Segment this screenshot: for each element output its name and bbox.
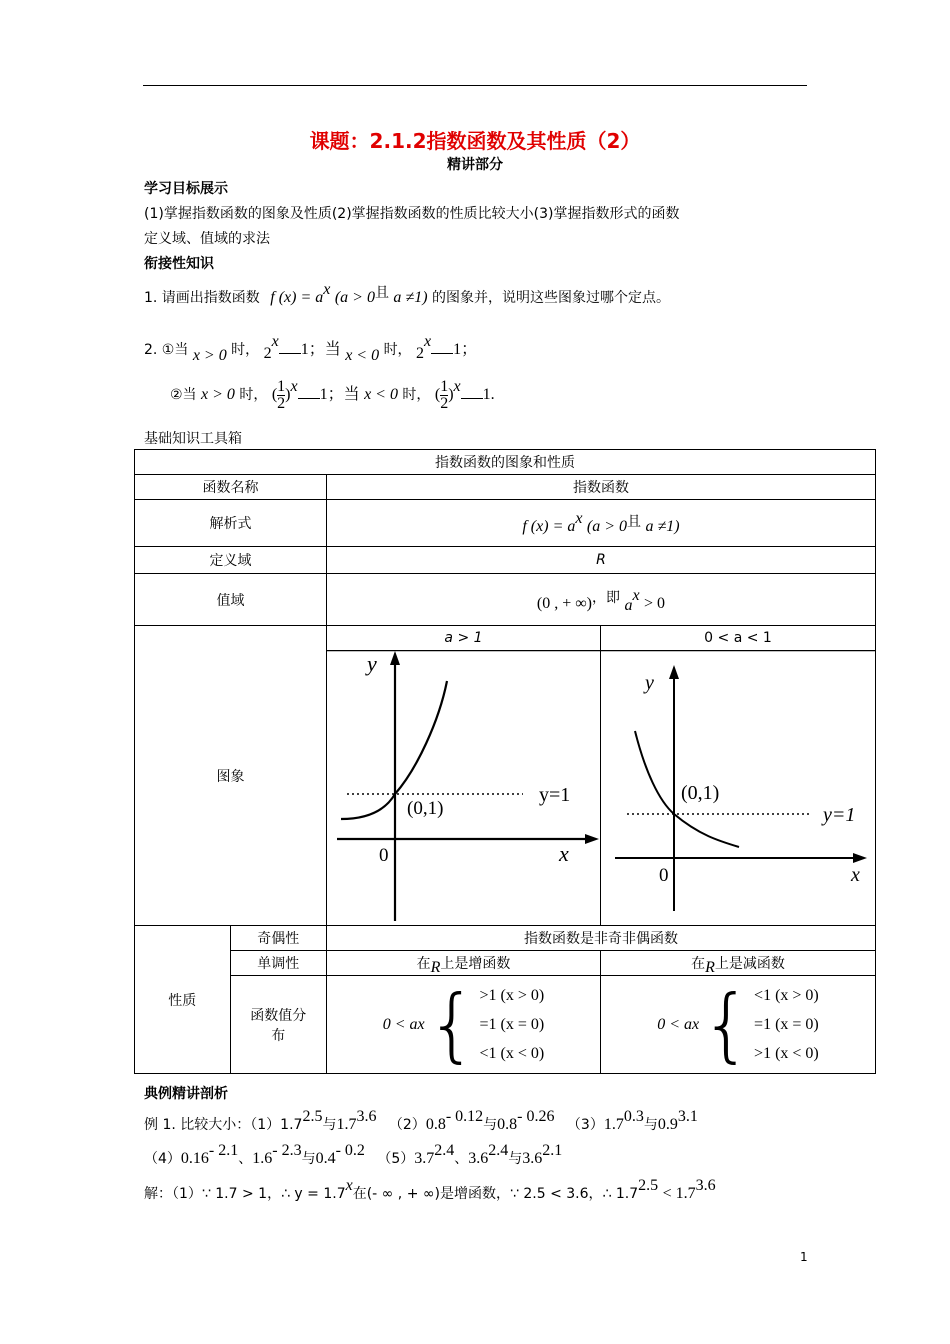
blank[interactable] [298, 388, 320, 399]
graph-decreasing [600, 651, 875, 926]
increasing-graph-svg [327, 651, 600, 925]
question-2: 2. ①当 x > 0 时， 2$^x$ 1；当 x < 0 时， 2$^x$ 1； [144, 333, 478, 364]
domain-label: 定义域 [135, 547, 327, 574]
page-title: 课题：2.1.2指数函数及其性质（2） [309, 129, 641, 153]
page-number: 1 [800, 1250, 808, 1264]
dist-label: 函数值分 布 [230, 976, 326, 1074]
range-value: (0 , + ∞)，即 $a^x > 0$ [326, 574, 875, 626]
goals-heading: 学习目标展示 [144, 181, 228, 197]
domain-value: R [326, 547, 875, 574]
mono-label: 单调性 [230, 951, 326, 976]
parity-label: 奇偶性 [230, 926, 326, 951]
case-a-gt-1: a > 1 [326, 626, 600, 651]
name-value: 指数函数 [326, 475, 875, 500]
y-axis-label: y [644, 672, 654, 694]
origin-label: 0 [378, 845, 389, 866]
graph-increasing [326, 651, 600, 926]
expr-label: 解析式 [135, 500, 327, 547]
examples-heading: 典例精讲剖析 [144, 1086, 228, 1102]
properties-table [134, 449, 876, 1074]
origin-label: 0 [658, 865, 669, 886]
x-axis-label: x [558, 841, 569, 866]
blank[interactable] [279, 343, 301, 354]
graph-label: 图象 [135, 626, 327, 926]
point-label: (0,1) [680, 782, 720, 804]
example-1-line1: 例 1. 比较大小：$(1)1.7^{2.5}$与$1.7^{3.6}$ $(2)0.8^{- 0.12}$与$0.8^{- 0.26}$ $(3)1.7^{0.3}$与$0.9^{3.1}$ [144, 1108, 698, 1133]
expr-value: f $(x) = a^x$ (a > 0且 a ≠1) [326, 500, 875, 547]
case-a-lt-1: 0 < a < 1 [600, 626, 875, 651]
line-label: y=1 [538, 784, 571, 806]
blank[interactable] [431, 343, 453, 354]
mono-decreasing: 在R上是减函数 [600, 951, 875, 976]
goals-line2: 定义域、值域的求法 [144, 231, 270, 247]
range-label: 值域 [135, 574, 327, 626]
y-axis-label: y [366, 651, 377, 676]
question-2b: ②当 x > 0 时， ( $\frac{1}{2}$ )$^x$ 1；当 x < 0 时， ( $\frac{1}{2}$ )$^x$ 1. [170, 377, 495, 412]
decreasing-graph-svg [601, 651, 875, 925]
question-1: 1. 请画出指数函数 f $(x) = a^x$ (a > 0且 a ≠1) 的图象并，说明这些图象过哪个定点。 [144, 281, 670, 306]
blank[interactable] [461, 388, 483, 399]
example-1-line2: $(4)0.16^{- 2.1}$、$1.6^{- 2.3}$与$0.4^{- 0.2}$ $(5)3.7^{2.4}$、$3.6^{2.4}$与$3.6^{2.1}$ [144, 1142, 563, 1167]
toolbox-heading: 基础知识工具箱 [144, 431, 242, 447]
dist-increasing: 0 < a x { >1 (x > 0) =1 (x = 0) <1 (x < 0) [326, 976, 600, 1074]
x-axis-label: x [850, 864, 860, 886]
prop-label: 性质 [135, 926, 231, 1074]
point-label: (0,1) [406, 798, 444, 819]
line-label: y=1 [822, 804, 856, 826]
top-rule [143, 85, 807, 86]
page-subtitle: 精讲部分 [447, 157, 503, 173]
table-title: 指数函数的图象和性质 [135, 450, 876, 475]
bridge-heading: 衔接性知识 [144, 256, 214, 272]
goals-line1: (1)掌握指数函数的图象及性质(2)掌握指数函数的性质比较大小(3)掌握指数形式的函数 [144, 206, 680, 222]
solution-1: 解：（1）∵ 1.7 > 1，∴ $y = 1.7^x$在(- ∞ , + ∞)是增函数，∵ 2.5 < 3.6，∴ $1.7^{2.5} < 1.7^{3.6}$ [144, 1177, 716, 1202]
mono-increasing: 在R上是增函数 [326, 951, 600, 976]
name-label: 函数名称 [135, 475, 327, 500]
dist-decreasing: 0 < a x { <1 (x > 0) =1 (x = 0) >1 (x < 0) [600, 976, 875, 1074]
parity-value: 指数函数是非奇非偶函数 [326, 926, 875, 951]
